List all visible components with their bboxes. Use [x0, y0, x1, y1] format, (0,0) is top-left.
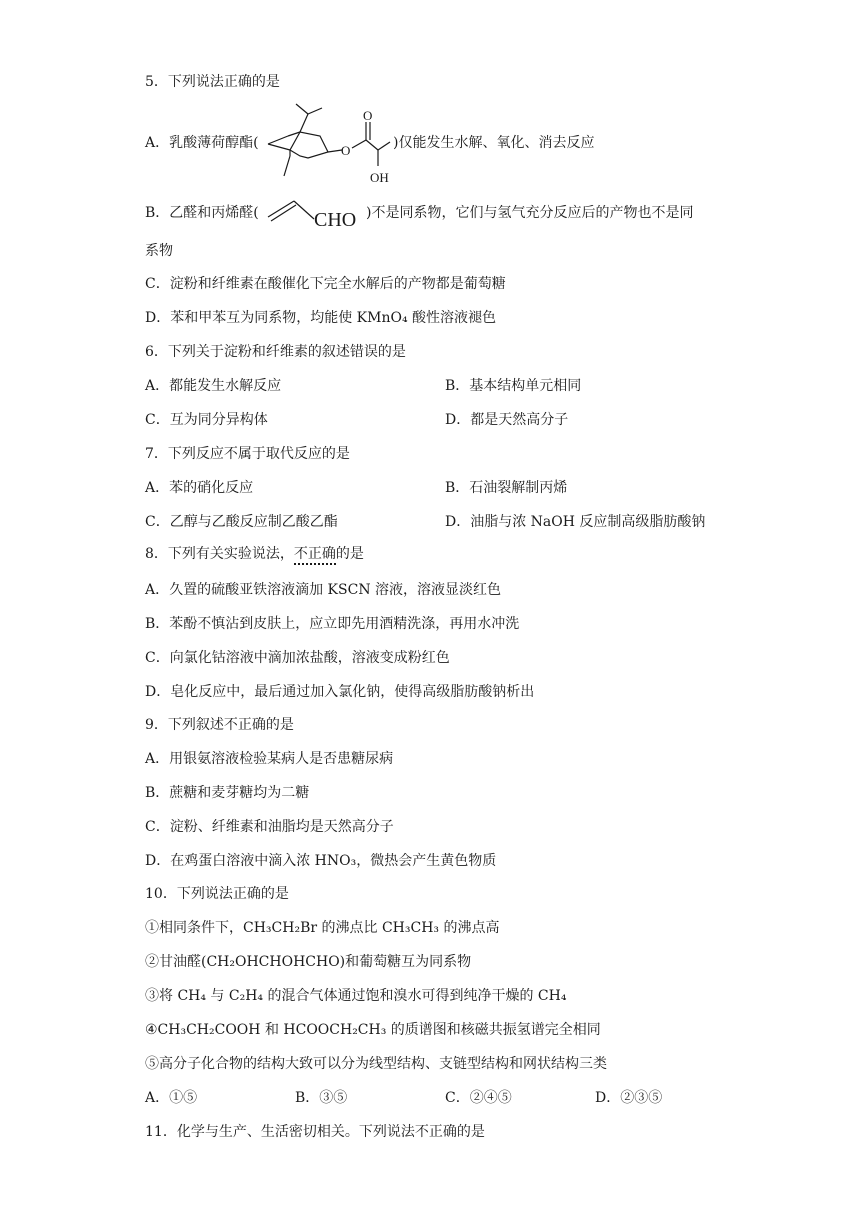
q8-option-d: D．皂化反应中，最后通过加入氯化钠，使得高级脂肪酸钠析出: [145, 684, 535, 700]
q5-option-b-continued: 系物: [145, 243, 173, 259]
q8-option-b: B．苯酚不慎沾到皮肤上，应立即先用酒精洗涤，再用水冲洗: [145, 616, 520, 632]
q10-statement-3: ③将 CH₄ 与 C₂H₄ 的混合气体通过饱和溴水可得到纯净干燥的 CH₄: [145, 988, 567, 1004]
q9-option-c: C．淀粉、纤维素和油脂均是天然高分子: [145, 819, 394, 835]
ester-oxygen-label: O: [341, 143, 351, 158]
q9-stem: 9．下列叙述不正确的是: [145, 717, 294, 733]
q7-option-c: C．乙醇与乙酸反应制乙酸乙酯: [145, 514, 338, 530]
q5-option-a-suffix: )仅能发生水解、氧化、消去反应: [393, 135, 595, 151]
q8-stem-emphasis: 不正确: [294, 546, 336, 565]
q10-option-a: A．①⑤: [145, 1090, 198, 1106]
q10-statement-4: ④CH₃CH₂COOH 和 HCOOCH₂CH₃ 的质谱图和核磁共振氢谱完全相同: [145, 1022, 601, 1038]
q10-option-b: B．③⑤: [295, 1090, 348, 1106]
cho-label: CHO: [314, 209, 357, 231]
q7-option-d: D．油脂与浓 NaOH 反应制高级脂肪酸钠: [445, 514, 706, 530]
q5-option-b-prefix: B．乙醛和丙烯醛(: [145, 205, 259, 221]
q10-stem: 10．下列说法正确的是: [145, 886, 289, 902]
q9-option-d: D．在鸡蛋白溶液中滴入浓 HNO₃，微热会产生黄色物质: [145, 853, 497, 869]
q7-option-a: A．苯的硝化反应: [145, 480, 254, 496]
q6-option-c: C．互为同分异构体: [145, 412, 268, 428]
q8-option-a: A．久置的硫酸亚铁溶液滴加 KSCN 溶液，溶液显淡红色: [145, 582, 502, 598]
q11-stem: 11．化学与生产、生活密切相关。下列说法不正确的是: [145, 1124, 485, 1140]
hydroxyl-label: OH: [370, 170, 389, 185]
q9-option-b: B．蔗糖和麦芽糖均为二糖: [145, 785, 310, 801]
q7-stem: 7．下列反应不属于取代反应的是: [145, 446, 350, 462]
q10-option-c: C．②④⑤: [445, 1090, 512, 1106]
q8-stem: [145, 544, 364, 564]
q6-option-d: D．都是天然高分子: [445, 412, 569, 428]
acrolein-structure: [266, 195, 366, 231]
q5-stem: 5．下列说法正确的是: [145, 74, 280, 90]
q6-stem: 6．下列关于淀粉和纤维素的叙述错误的是: [145, 344, 406, 360]
q5-option-d: D．苯和甲苯互为同系物，均能使 KMnO₄ 酸性溶液褪色: [145, 310, 497, 326]
q10-option-d: D．②③⑤: [595, 1090, 663, 1106]
q5-option-b-suffix: )不是同系物，它们与氢气充分反应后的产物也不是同: [366, 205, 694, 221]
q10-statement-5: ⑤高分子化合物的结构大致可以分为线型结构、支链型结构和网状结构三类: [145, 1056, 607, 1072]
menthyl-lactate-structure: [262, 100, 392, 188]
carbonyl-oxygen-label: O: [363, 108, 373, 123]
q10-statement-2: ②甘油醛(CH₂OHCHOHCHO)和葡萄糖互为同系物: [145, 954, 472, 970]
q5-option-c: C．淀粉和纤维素在酸催化下完全水解后的产物都是葡萄糖: [145, 276, 506, 292]
q10-statement-1: ①相同条件下，CH₃CH₂Br 的沸点比 CH₃CH₃ 的沸点高: [145, 920, 500, 936]
q8-stem-post: 的是: [335, 546, 364, 562]
q9-option-a: A．用银氨溶液检验某病人是否患糖尿病: [145, 751, 394, 767]
q6-option-a: A．都能发生水解反应: [145, 378, 282, 394]
q7-option-b: B．石油裂解制丙烯: [445, 480, 568, 496]
q8-option-c: C．向氯化钴溶液中滴加浓盐酸，溶液变成粉红色: [145, 650, 450, 666]
q5-option-a-prefix: A．乳酸薄荷醇酯(: [145, 135, 259, 151]
q6-option-b: B．基本结构单元相同: [445, 378, 582, 394]
q8-stem-pre: 8．下列有关实验说法，: [145, 546, 294, 562]
